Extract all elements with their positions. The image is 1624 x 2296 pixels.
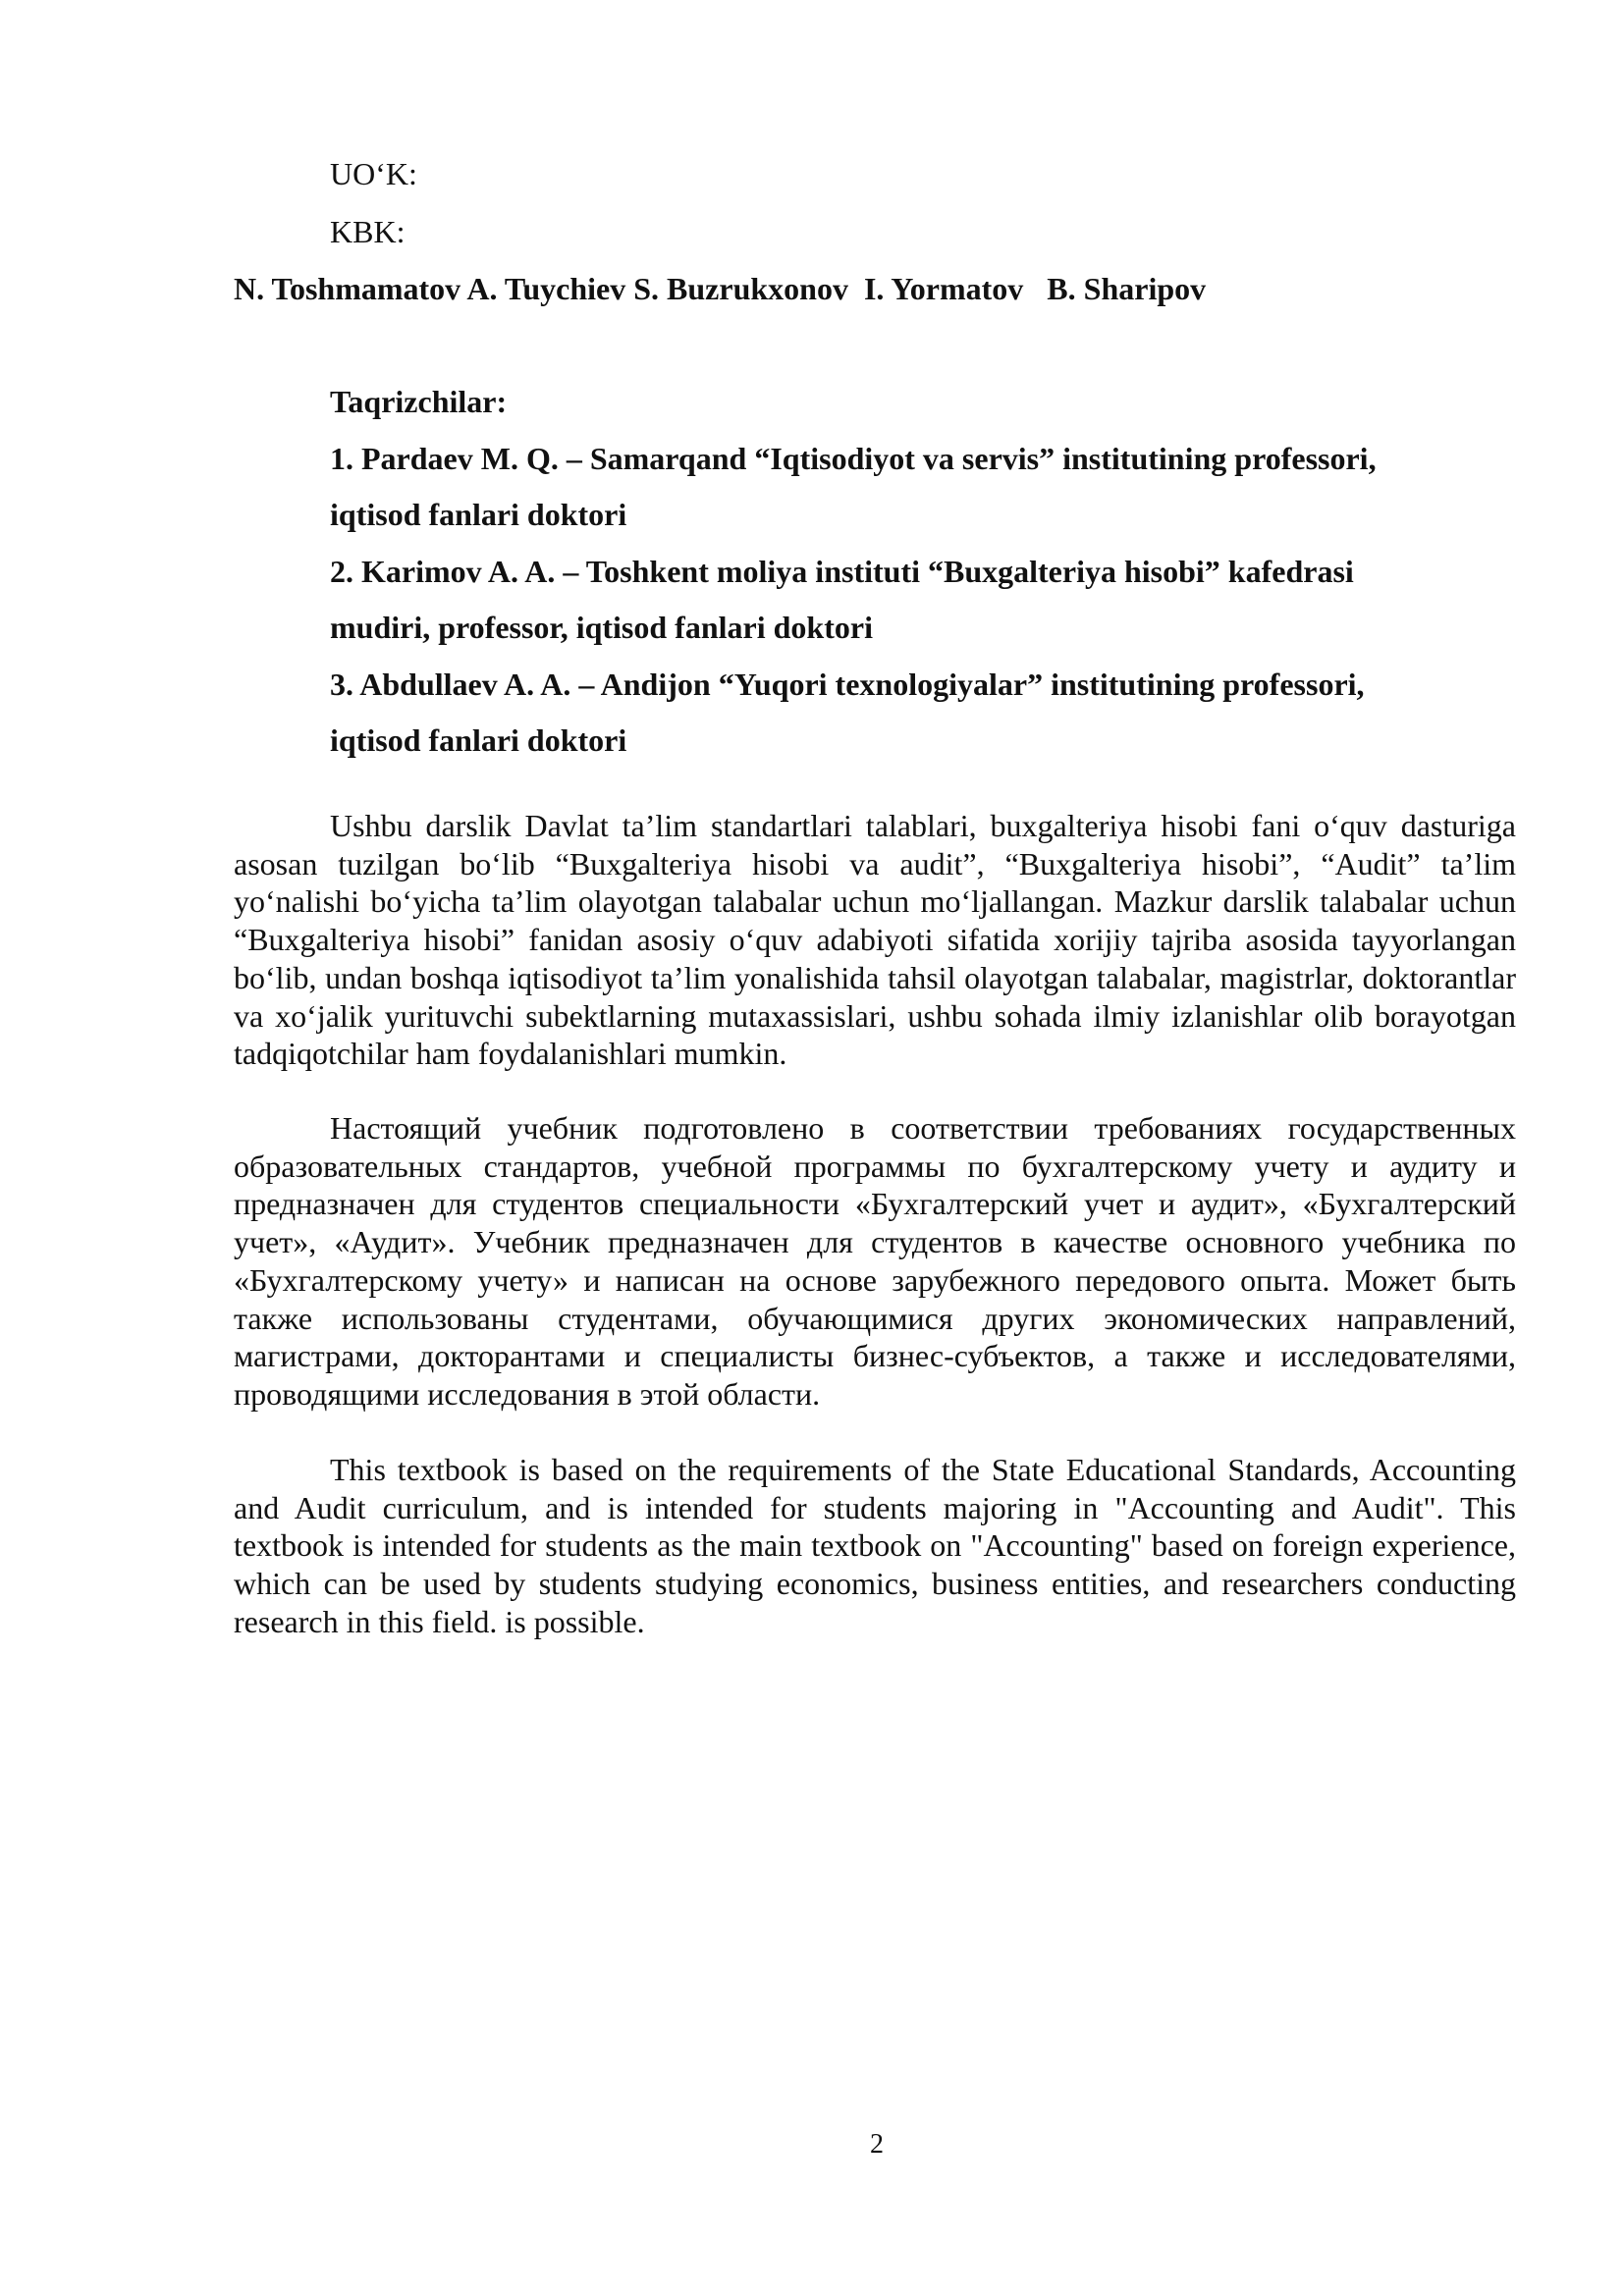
reviewers-block: [330, 382, 1459, 777]
reviewer-line: mudiri, professor, iqtisod fanlari doktori: [330, 610, 873, 645]
udk-label: UO‘K:: [330, 156, 417, 191]
reviewer-line: 2. Karimov A. A. – Toshkent moliya instituti “Buxgalteriya hisobi” kafedrasi: [330, 553, 1354, 589]
abstract-russian: Настоящий учебник подготовлено в соответствии требованиях государственных образовательных стандартов, учебной программы по бухгалтерскому учету и аудиту и предназначен для студентов специальности «Бухгалтерский учет и аудит», «Бухгалтерский учет», «Аудит». Учебник предназначен для студентов в качестве основного учебника по «Бухгалтерскому учету» и написан на основе зарубежного передового опыта. Может быть также использованы студентами, обучающимися других экономических направлений, магистрами, докторантами и специалисты бизнес-субъектов, а также и исследователями, проводящими исследования в этой области.: [234, 1110, 1516, 1412]
abstract-english: This textbook is based on the requirements of the State Educational Standards, Accounting and Audit curriculum, and is intended for students majoring in "Accounting and Audit". This textbook is intended for students as the main textbook on "Accounting" based on foreign experience, which can be used by students studying economics, business entities, and researchers conducting research in this field. is possible.: [234, 1452, 1516, 1639]
abstract-uzbek: Ushbu darslik Davlat ta’lim standartlari talablari, buxgalteriya hisobi fani o‘quv dasturiga asosan tuzilgan bo‘lib “Buxgalteriya hisobi va audit”, “Buxgalteriya hisobi”, “Audit” ta’lim yo‘nalishi bo‘yicha ta’lim olayotgan talabalar uchun mo‘ljallangan. Mazkur darslik talabalar uchun “Buxgalteriya hisobi” fanidan asosiy o‘quv adabiyoti sifatida xorijiy tajriba asosida tayyorlangan bo‘lib, undan boshqa iqtisodiyot ta’lim yonalishida tahsil olayotgan talabalar, magistrlar, doktorantlar va xo‘jalik yurituvchi subektlarning mutaxassislari, ushbu sohada ilmiy izlanishlar olib borayotgan tadqiqotchilar ham foydalanishlari mumkin.: [234, 808, 1516, 1072]
reviewer-line: 1. Pardaev M. Q. – Samarqand “Iqtisodiyot va servis” institutining professori,: [330, 440, 1377, 476]
reviewer-line: 3. Abdullaev A. A. – Andijon “Yuqori texnologiyalar” institutining professori,: [330, 666, 1365, 702]
reviewer-line: iqtisod fanlari doktori: [330, 497, 627, 532]
authors-line: N. Toshmamatov A. Tuychiev S. Buzrukxonov I. Yormatov B. Sharipov: [234, 271, 1207, 306]
reviewer-line: iqtisod fanlari doktori: [330, 722, 627, 758]
kbk-label: KBK:: [330, 214, 406, 249]
page-number: 2: [870, 2129, 884, 2160]
reviewers-heading: Taqrizchilar:: [330, 384, 508, 419]
